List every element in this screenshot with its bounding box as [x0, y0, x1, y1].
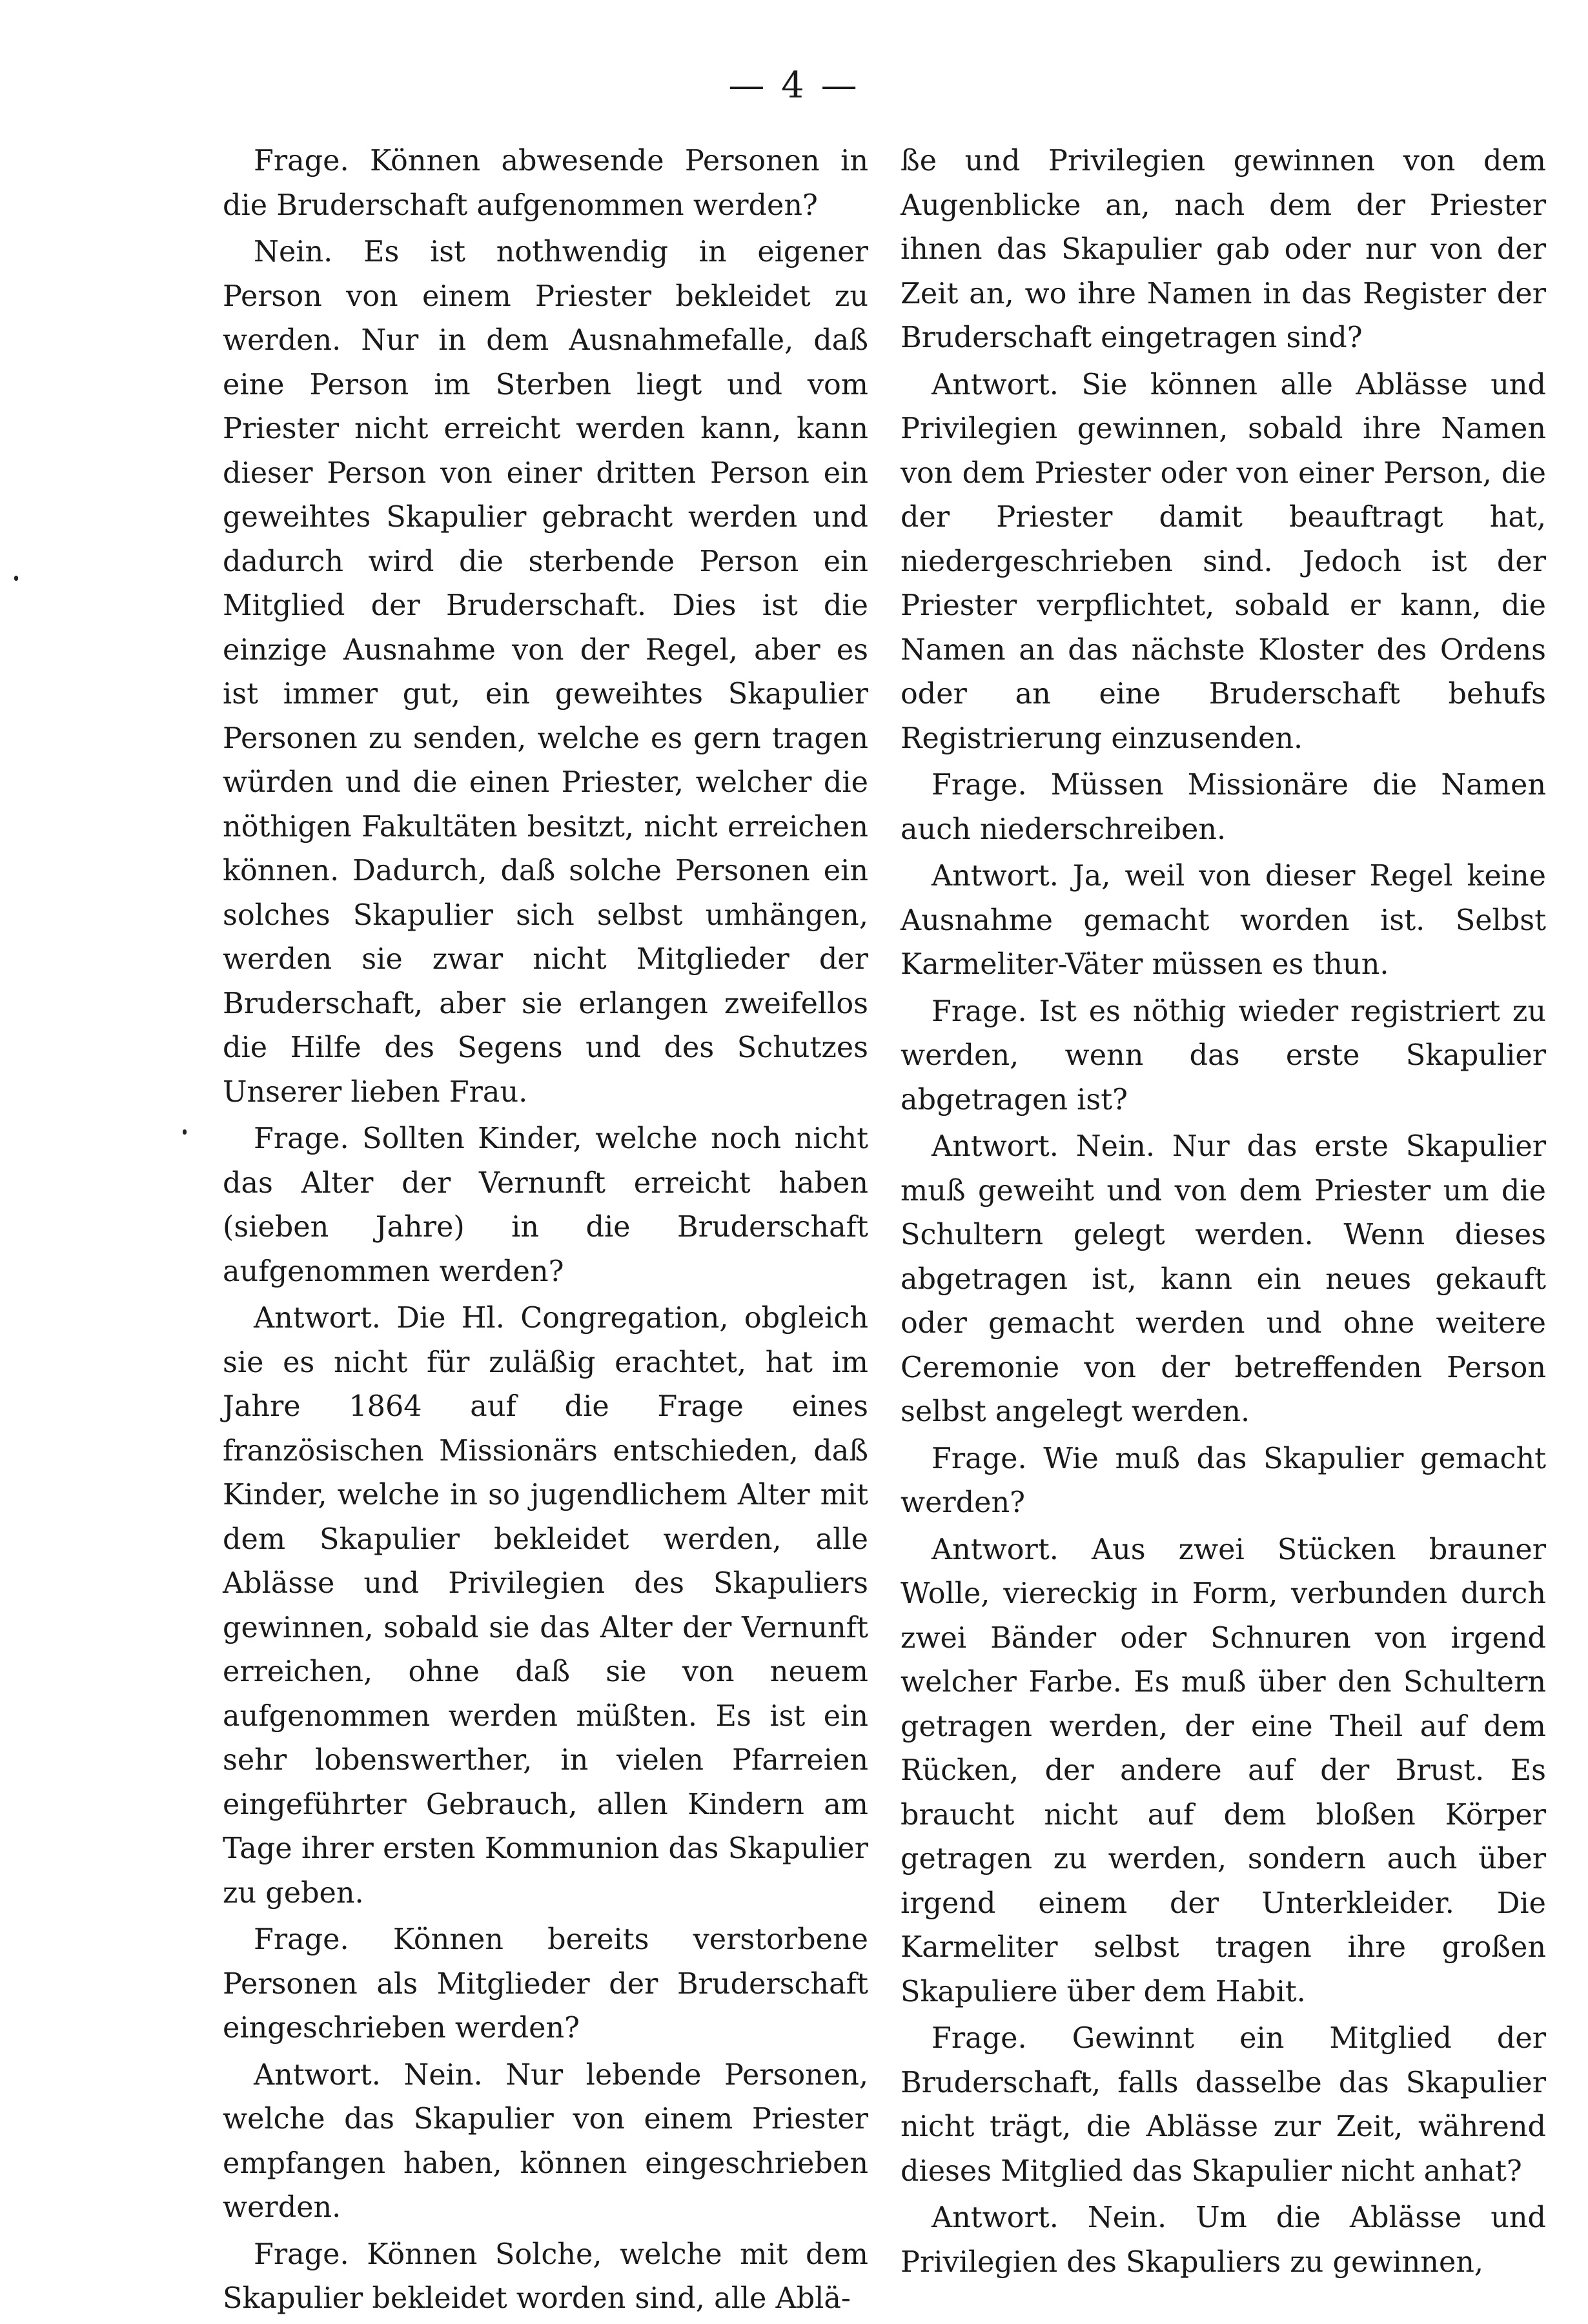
- right-column: [901, 139, 1546, 2287]
- speaker-label: Antwort.: [931, 1533, 1059, 1566]
- paragraph: [901, 2017, 1546, 2194]
- speaker-label: Frage.: [931, 1442, 1027, 1475]
- paragraph: [901, 1528, 1546, 2015]
- speaker-label: Frage.: [931, 995, 1027, 1028]
- speaker-label: Nein.: [254, 236, 333, 268]
- speaker-label: Frage.: [254, 145, 349, 177]
- speaker-label: Frage.: [254, 2238, 349, 2271]
- paragraph-text: Nein. Um die Ablässe und Privilegien des Skapuliers zu gewinnen,: [901, 2201, 1547, 2279]
- paragraph: [901, 990, 1546, 1123]
- paragraph: [223, 1918, 868, 2051]
- paragraph-text: Können Solche, welche mit dem Skapulier bekleidet worden sind, alle Ablä-: [223, 2238, 868, 2315]
- paragraph-text: Können abwesende Personen in die Bruderschaft aufgenommen werden?: [223, 145, 868, 222]
- paragraph: [223, 2054, 868, 2230]
- paragraph-text: Ja, weil von dieser Regel keine Ausnahme gemacht worden ist. Selbst Karmeliter-Väter müssen es thun.: [901, 860, 1547, 981]
- paragraph-text: Können bereits verstorbene Personen als Mitglieder der Bruderschaft eingeschrieben werden?: [223, 1923, 868, 2045]
- paragraph-text: Nein. Nur das erste Skapulier muß geweiht und von dem Priester um die Schultern gelegt werden. Wenn dieses abgetragen ist, kann ein neues gekauft oder gemacht werden und ohne weitere Ceremonie von der betreffenden Person selbst angelegt werden.: [901, 1130, 1546, 1428]
- speaker-label: Antwort.: [931, 860, 1059, 893]
- paragraph-text: Aus zwei Stücken brauner Wolle, viereckig in Form, verbunden durch zwei Bänder oder Schnuren von irgend welcher Farbe. Es muß über den Schultern getragen werden, der eine Theil auf dem Rücken, der andere auf der Brust. Es braucht nicht auf dem bloßen Körper getragen zu werden, sondern auch über irgend einem der Unterkleider. Die Karmeliter selbst tragen ihre großen Skapuliere über dem Habit.: [901, 1533, 1546, 2008]
- speaker-label: Antwort.: [254, 2058, 381, 2092]
- paragraph-text: Sollten Kinder, welche noch nicht das Alter der Vernunft erreicht haben (sieben Jahre) in die Bruderschaft aufgenommen werden?: [223, 1122, 868, 1288]
- speaker-label: Frage.: [931, 769, 1027, 802]
- paragraph-continued: [901, 139, 1546, 361]
- speaker-label: Antwort.: [931, 2201, 1059, 2234]
- paragraph-text: Müssen Missionäre die Namen auch niederschreiben.: [901, 769, 1546, 846]
- left-column: [223, 139, 868, 2324]
- speaker-label: Antwort.: [931, 1130, 1059, 1163]
- paragraph: [901, 2196, 1546, 2285]
- ink-speck: [183, 1129, 187, 1135]
- speaker-label: Frage.: [931, 2022, 1027, 2055]
- speaker-label: Antwort.: [254, 1302, 381, 1335]
- ink-speck: [14, 576, 18, 581]
- paragraph-text: Sie können alle Ablässe und Privilegien gewinnen, sobald ihre Namen von dem Priester oder von einer Person, die der Priester damit beauftragt hat, niedergeschrieben sind. Jedoch ist der Priester verpflichtet, sobald er kann, die Namen an das nächste Kloster des Ordens oder an eine Bruderschaft behufs Registrierung einzusenden.: [901, 368, 1546, 755]
- paragraph: [901, 763, 1546, 852]
- speaker-label: Frage.: [254, 1923, 349, 1956]
- paragraph: [901, 1125, 1546, 1435]
- paragraph: [901, 854, 1546, 987]
- paragraph: [223, 230, 868, 1115]
- paragraph-text: Ist es nöthig wieder registriert zu werden, wenn das erste Skapulier abgetragen ist?: [901, 995, 1546, 1117]
- paragraph-text: Wie muß das Skapulier gemacht werden?: [901, 1442, 1546, 1519]
- paragraph-text: Nein. Nur lebende Personen, welche das Skapulier von einem Priester empfangen haben, können eingeschrieben werden.: [223, 2058, 868, 2224]
- paragraph: [223, 2233, 868, 2321]
- paragraph: [223, 1117, 868, 1294]
- paragraph: [901, 1437, 1546, 1526]
- paragraph-text: ße und Privilegien gewinnen von dem Augenblicke an, nach dem der Priester ihnen das Skapulier gab oder nur von der Zeit an, wo ihre Namen in das Register der Bruderschaft eingetragen sind?: [901, 145, 1546, 354]
- speaker-label: Frage.: [254, 1122, 349, 1155]
- paragraph: [901, 363, 1546, 762]
- paragraph: [223, 1297, 868, 1915]
- paragraph-text: Die Hl. Congregation, obgleich sie es nicht für zuläßig erachtet, hat im Jahre 1864 auf die Frage eines französischen Missionärs entschieden, daß Kinder, welche in so jugendlichem Alter mit dem Skapulier bekleidet werden, alle Ablässe und Privilegien des Skapuliers gewinnen, sobald sie das Alter der Vernunft erreichen, ohne daß sie von neuem aufgenommen werden müßten. Es ist ein sehr lobenswerther, in vielen Pfarreien eingeführter Gebrauch, allen Kindern am Tage ihrer ersten Kommunion das Skapulier zu geben.: [223, 1302, 868, 1910]
- paragraph: [223, 139, 868, 228]
- paragraph-text: Es ist nothwendig in eigener Person von einem Priester bekleidet zu werden. Nur in dem Ausnahmefalle, daß eine Person im Sterben liegt und vom Priester nicht erreicht werden kann, kann dieser Person von einer dritten Person ein geweihtes Skapulier gebracht werden und dadurch wird die sterbende Person ein Mitglied der Bruderschaft. Dies ist die einzige Ausnahme von der Regel, aber es ist immer gut, ein geweihtes Skapulier Personen zu senden, welche es gern tragen würden und die einen Priester, welcher die nöthigen Fakultäten besitzt, nicht erreichen können. Dadurch, daß solche Personen ein solches Skapulier sich selbst umhängen, werden sie zwar nicht Mitglieder der Bruderschaft, aber sie erlangen zweifellos die Hilfe des Segens und des Schutzes Unserer lieben Frau.: [223, 236, 868, 1109]
- paragraph-text: Gewinnt ein Mitglied der Bruderschaft, falls dasselbe das Skapulier nicht trägt, die Ablässe zur Zeit, während dieses Mitglied das Skapulier nicht anhat?: [901, 2022, 1546, 2188]
- page-number: — 4 —: [728, 65, 860, 106]
- speaker-label: Antwort.: [931, 368, 1059, 401]
